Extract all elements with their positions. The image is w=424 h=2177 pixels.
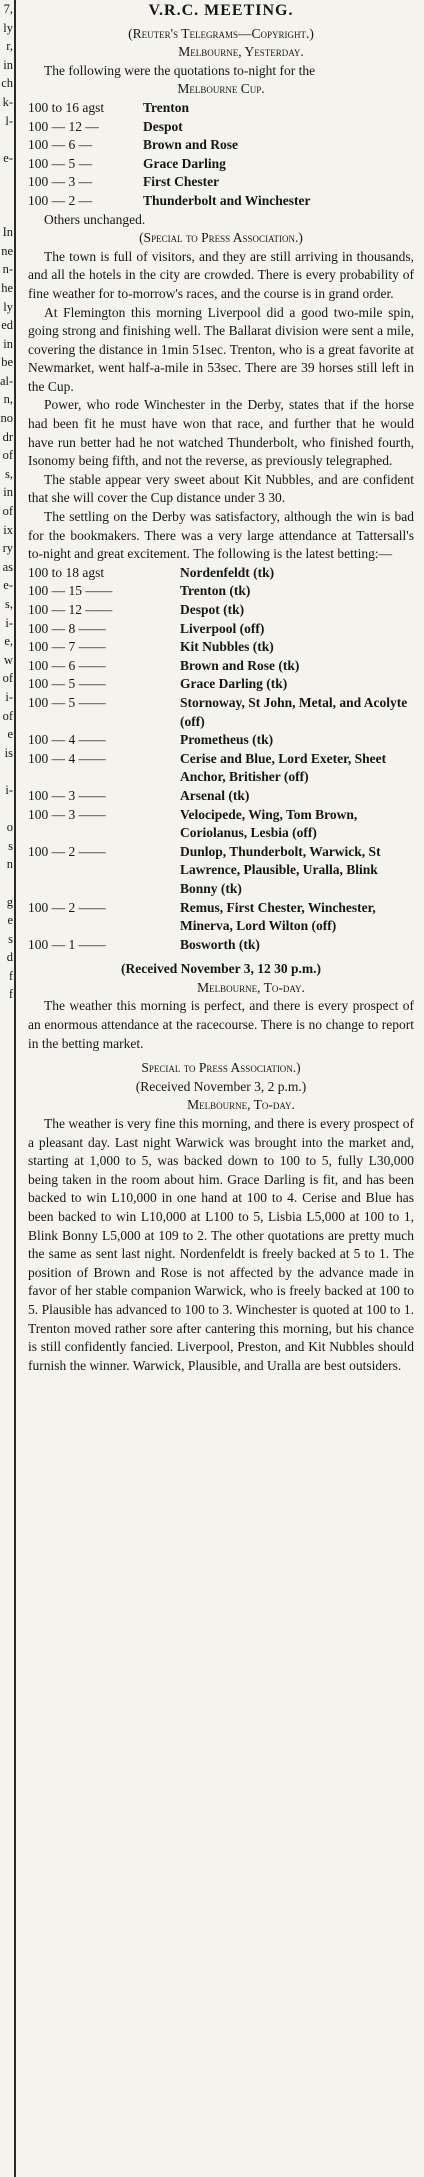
- fragment-line: is: [4, 745, 13, 760]
- fragment-line: ed: [1, 318, 13, 333]
- odds-value: 100 — 8 ——: [28, 620, 106, 636]
- fragment-line: he: [1, 280, 13, 295]
- odds-value: 100 — 3 —: [28, 174, 93, 190]
- horse-name: Thunderbolt and Winchester: [143, 192, 311, 208]
- fragment-line: e-: [3, 150, 13, 165]
- fragment-line: g: [6, 894, 13, 909]
- report-paragraph: The settling on the Derby was satisfactory, although the win is bad for the bookmakers. There was a very large attendance at Tattersall's to-night and great excitement. The following is the latest betting:—: [28, 509, 414, 562]
- odds-value: 100 — 4 ——: [28, 732, 106, 748]
- odds-value: 100 — 2 —: [28, 192, 93, 208]
- fragment-line: in: [3, 57, 13, 72]
- fragment-line: ly: [3, 20, 13, 35]
- horse-name: Dunlop, Thunderbolt, Warwick, St Lawrence, Plausible, Uralla, Blink Bonny (tk): [180, 843, 381, 896]
- fragment-line: in: [3, 336, 13, 351]
- received-2: (Received November 3, 2 p.m.): [135, 1078, 307, 1094]
- fragment-line: ix: [3, 522, 13, 537]
- horse-name: Arsenal (tk): [180, 787, 250, 803]
- fragment-line: k-: [2, 94, 13, 109]
- fragment-line: e-: [3, 578, 13, 593]
- press-association-header: (Special to Press Association.): [139, 230, 303, 246]
- fragment-line: s: [8, 838, 13, 853]
- odds-value: 100 — 6 ——: [28, 657, 106, 673]
- fragment-line: be: [1, 355, 13, 370]
- article-column: [28, 0, 414, 1375]
- report-paragraph: Power, who rode Winchester in the Derby, states that if the horse had been fit he must have won that race, and further that he would have run better had he not watched Thunderbolt, who finished fourth, Isonomy being fifth, and not the reverse, as previously telegraphed.: [28, 397, 414, 469]
- fragment-line: i-: [5, 615, 13, 630]
- report-paragraph: At Flemington this morning Liverpool did a good two-mile spin, going strong and finishing well. The Ballarat division were sent a mile, covering the distance in 1min 51sec. Trenton, who is a great favorite at Newmarket, went half-a-mile in 53sec. There are 39 horses still left in the Cup.: [28, 304, 414, 394]
- betting-list: [28, 564, 414, 954]
- fragment-line: [0, 762, 13, 781]
- quotation-list: [28, 99, 414, 211]
- horse-name: Trenton: [143, 99, 190, 115]
- odds-value: 100 — 4 ——: [28, 750, 106, 766]
- odds-row: [28, 620, 414, 639]
- horse-name: Bosworth (tk): [180, 936, 260, 952]
- odds-value: 100 — 2 ——: [28, 843, 106, 859]
- report-paragraph: The stable appear very sweet about Kit Nubbles, and are confident that she will cover the Cup distance under 3 30.: [28, 471, 414, 506]
- odds-row: [28, 192, 414, 211]
- report-paragraphs: [28, 248, 414, 564]
- fragment-line: [0, 130, 13, 149]
- horse-name: Velocipede, Wing, Tom Brown, Coriolanus, Lesbia (off): [180, 806, 358, 841]
- odds-row: [28, 899, 414, 936]
- fragment-line: i-: [5, 689, 13, 704]
- horse-name: Brown and Rose (tk): [180, 657, 300, 673]
- fragment-line: l-: [5, 113, 13, 128]
- received-1: (Received November 3, 12 30 p.m.): [121, 961, 321, 977]
- dateline-reuters: (Reuter's Telegrams—Copyright.): [128, 25, 314, 41]
- fragment-line: f: [8, 968, 13, 983]
- odds-value: 100 — 5 ——: [28, 694, 106, 710]
- fragment-line: e,: [4, 634, 13, 649]
- press-association-header-2: Special to Press Association.): [141, 1060, 301, 1076]
- fragment-line: ne: [1, 243, 13, 258]
- fragment-line: e: [7, 727, 13, 742]
- horse-name: Cerise and Blue, Lord Exeter, Sheet Anchor, Britisher (off): [180, 750, 387, 785]
- fragment-line: of: [2, 671, 13, 686]
- horse-name: Despot (tk): [180, 602, 245, 617]
- horse-name: Nordenfeldt (tk): [180, 564, 275, 580]
- horse-name: Remus, First Chester, Winchester, Minerva, Lord Wilton (off): [180, 899, 376, 934]
- final-paragraph: The weather is very fine this morning, and there is every prospect of a pleasant day. Last night Warwick was brought into the market and, starting at 1,000 to 5, was backed down to 100 to 5, fully L30,000 being taken in the room about him. Grace Darling is fit, and has been backed to win L10,000 in one hand at 100 to 4. Cerise and Blue has been backed to win L10,000 at L100 to 5, Lisbia L5,000 at 100 to 1, Blink Bonny L5,000 at 109 to 2. The other quotations are pretty much the same as sent last night. Nordenfeldt is freely backed at 5 to 1. The position of Brown and Rose is not affected by the advance made in favor of her stable companion Warwick, who is freely backed at 100 to 5. Plausible has advanced to 100 to 3. Winchester is quoted at 100 to 1. Trenton moved rather sore after cantering this morning, but his chance is still confidently fancied. Liverpool, Preston, and Kit Nubbles should furnish the winner. Warwick, Plausible, and Uralla are best outsiders.: [28, 1116, 414, 1373]
- fragment-line: n: [6, 857, 13, 872]
- odds-row: [28, 843, 414, 899]
- fragment-line: n-: [2, 262, 13, 277]
- horse-name: Brown and Rose: [143, 137, 239, 153]
- odds-value: 100 — 1 ——: [28, 936, 106, 952]
- fragment-line: dr: [2, 429, 13, 444]
- fragment-line: In: [2, 225, 13, 240]
- odds-row: [28, 136, 414, 155]
- horse-name: Kit Nubbles (tk): [180, 639, 274, 655]
- fragment-line: no: [0, 411, 13, 426]
- odds-value: 100 — 12 —: [28, 118, 99, 134]
- report-paragraph: The town is full of visitors, and they are still arriving in thousands, and all the hotels in the city are crowded. There is every probability of fine weather for to-morrow's races, and the course is in grand order.: [28, 248, 414, 301]
- fragment-line: [0, 800, 13, 819]
- intro-paragraph: The following were the quotations to-night for the: [44, 62, 316, 78]
- odds-row: [28, 675, 414, 694]
- fragment-line: [0, 167, 13, 186]
- odds-value: 100 — 5 —: [28, 155, 93, 171]
- odds-row: [28, 582, 414, 601]
- fragment-line: f: [8, 987, 13, 1002]
- fragment-line: ch: [1, 76, 13, 91]
- quotation-footer: Others unchanged.: [44, 211, 146, 227]
- odds-row: [28, 564, 414, 583]
- odds-row: [28, 936, 414, 955]
- fragment-line: ry: [2, 541, 13, 556]
- horse-name: Liverpool (off): [180, 620, 265, 636]
- horse-name: Prometheus (tk): [180, 732, 274, 748]
- odds-value: 100 — 7 ——: [28, 639, 106, 655]
- horse-name: Stornoway, St John, Metal, and Acolyte (off): [180, 694, 408, 729]
- odds-value: 100 — 12 ——: [28, 602, 113, 617]
- fragment-line: [0, 874, 13, 893]
- odds-row: [28, 601, 414, 620]
- fragment-line: s,: [5, 597, 13, 611]
- odds-value: 100 — 15 ——: [28, 583, 113, 599]
- odds-row: [28, 657, 414, 676]
- horse-name: Despot: [143, 118, 183, 134]
- odds-value: 100 to 16 agst: [28, 99, 105, 115]
- fragment-line: as: [2, 559, 13, 574]
- fragment-line: al-: [0, 373, 13, 388]
- odds-value: 100 — 3 ——: [28, 806, 106, 822]
- odds-value: 100 — 6 —: [28, 137, 93, 153]
- odds-row: [28, 638, 414, 657]
- horse-name: First Chester: [143, 174, 220, 190]
- odds-value: 100 — 3 ——: [28, 787, 106, 803]
- fragment-line: o: [6, 820, 13, 835]
- fragment-line: of: [2, 448, 13, 463]
- odds-row: [28, 731, 414, 750]
- odds-row: [28, 806, 414, 843]
- fragment-line: r,: [6, 39, 13, 54]
- fragment-line: in: [3, 485, 13, 500]
- odds-row: [28, 118, 414, 137]
- place-date-2: Melbourne, To-day.: [197, 979, 305, 995]
- weather-paragraph: The weather this morning is perfect, and there is every prospect of an enormous attendance at the racecourse. There is no change to report in the betting market.: [28, 998, 414, 1051]
- odds-row: [28, 694, 414, 731]
- fragment-line: s,: [5, 466, 13, 481]
- fragment-line: e: [7, 913, 13, 928]
- fragment-line: [0, 186, 13, 205]
- adjacent-column-fragments: [0, 0, 13, 2177]
- fragment-line: [0, 205, 13, 224]
- odds-row: [28, 787, 414, 806]
- odds-value: 100 — 5 ——: [28, 676, 106, 692]
- horse-name: Trenton (tk): [180, 583, 251, 599]
- horse-name: Grace Darling (tk): [180, 676, 288, 692]
- place-date-3: Melbourne, To-day.: [187, 1097, 295, 1113]
- fragment-line: ly: [3, 299, 13, 314]
- horse-name: Grace Darling: [143, 155, 226, 171]
- race-name: Melbourne Cup.: [177, 81, 265, 97]
- odds-row: [28, 99, 414, 118]
- fragment-line: of: [2, 708, 13, 723]
- odds-row: [28, 155, 414, 174]
- fragment-line: 7,: [3, 2, 13, 16]
- fragment-line: of: [2, 504, 13, 519]
- fragment-line: d: [6, 950, 13, 965]
- fragment-line: s: [8, 931, 13, 946]
- column-rule: [14, 0, 16, 2177]
- odds-row: [28, 173, 414, 192]
- fragment-line: n,: [3, 392, 13, 407]
- odds-value: 100 — 2 ——: [28, 899, 106, 915]
- fragment-line: w: [3, 652, 13, 667]
- odds-row: [28, 750, 414, 787]
- place-date-1: Melbourne, Yesterday.: [178, 44, 304, 60]
- fragment-line: i-: [5, 782, 13, 797]
- article-title: V.R.C. MEETING.: [148, 2, 294, 19]
- odds-value: 100 to 18 agst: [28, 564, 105, 580]
